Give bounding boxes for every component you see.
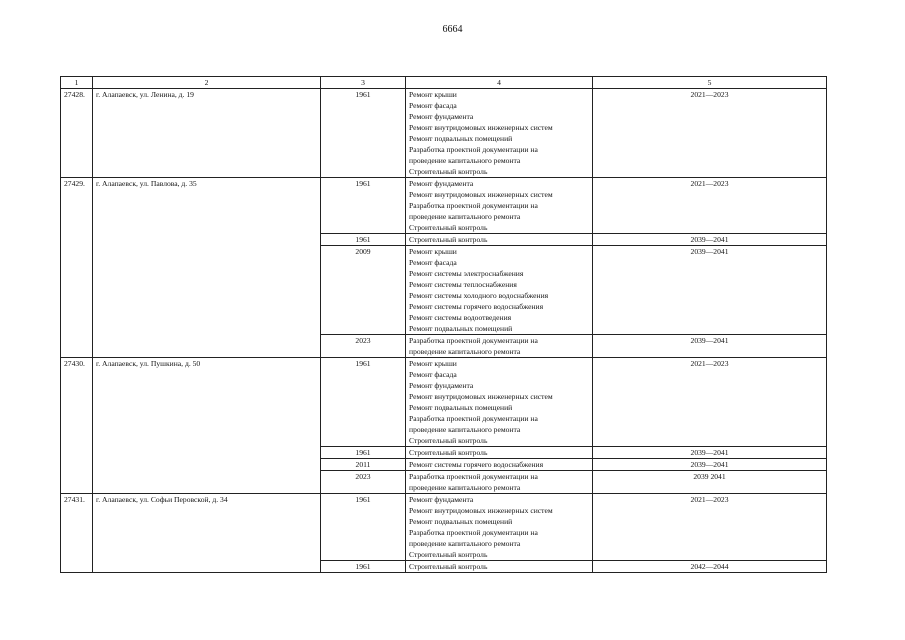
work-item: Ремонт фундамента [409, 179, 474, 188]
work-types [406, 494, 593, 561]
work-item: Ремонт фундамента [409, 495, 474, 504]
work-types [406, 561, 593, 573]
work-item: Строительный контроль [409, 235, 488, 244]
building-number: 27430. [61, 358, 93, 494]
work-item: Разработка проектной документации на [409, 528, 538, 537]
work-item: Строительный контроль [409, 223, 488, 232]
column-header: 5 [593, 77, 827, 89]
construction-year: 1961 [321, 358, 406, 447]
work-item: Ремонт системы холодного водоснабжения [409, 291, 549, 300]
work-types [406, 447, 593, 459]
work-item: Ремонт внутридомовых инженерных систем [409, 123, 553, 132]
repair-period: 2039—2041 [593, 459, 827, 471]
work-item: Ремонт системы горячего водоснабжения [409, 302, 544, 311]
work-item: Строительный контроль [409, 448, 488, 457]
construction-year: 2023 [321, 471, 406, 494]
repair-period: 2021—2023 [593, 89, 827, 178]
construction-year: 1961 [321, 234, 406, 246]
work-item: Ремонт подвальных помещений [409, 134, 513, 143]
work-item: проведение капитального ремонта [409, 425, 521, 434]
page-number: 6664 [442, 24, 463, 35]
work-item: Строительный контроль [409, 436, 488, 445]
work-item: проведение капитального ремонта [409, 212, 521, 221]
column-number-row [61, 77, 827, 89]
building-number: 27428. [61, 89, 93, 178]
work-item: Ремонт фасада [409, 101, 457, 110]
table-body [61, 77, 827, 573]
repair-period: 2039—2041 [593, 246, 827, 335]
work-item: Ремонт внутридомовых инженерных систем [409, 190, 553, 199]
work-item: Разработка проектной документации на [409, 145, 538, 154]
construction-year: 1961 [321, 494, 406, 561]
construction-year: 1961 [321, 561, 406, 573]
work-item: Разработка проектной документации на [409, 472, 538, 481]
repair-period: 2039—2041 [593, 447, 827, 459]
construction-year: 1961 [321, 447, 406, 459]
column-header: 1 [61, 77, 93, 89]
repair-period: 2021—2023 [593, 494, 827, 561]
repair-period: 2039 2041 [593, 471, 827, 494]
work-types [406, 89, 593, 178]
work-item: Ремонт подвальных помещений [409, 324, 513, 333]
work-item: Разработка проектной документации на [409, 201, 538, 210]
work-item: Ремонт подвальных помещений [409, 517, 513, 526]
work-item: Ремонт подвальных помещений [409, 403, 513, 412]
work-item: Ремонт системы теплоснабжения [409, 280, 517, 289]
work-types [406, 358, 593, 447]
construction-year: 2011 [321, 459, 406, 471]
work-item: проведение капитального ремонта [409, 483, 521, 492]
column-header: 2 [93, 77, 321, 89]
work-item: Ремонт фасада [409, 258, 457, 267]
table-row [61, 89, 827, 178]
construction-year: 2009 [321, 246, 406, 335]
work-types [406, 471, 593, 494]
work-item: Ремонт фундамента [409, 381, 474, 390]
work-types [406, 459, 593, 471]
work-types [406, 178, 593, 234]
work-item: Ремонт внутридомовых инженерных систем [409, 506, 553, 515]
work-item: Ремонт крыши [409, 90, 457, 99]
work-types [406, 335, 593, 358]
table-row [61, 178, 827, 234]
column-header: 3 [321, 77, 406, 89]
work-item: проведение капитального ремонта [409, 347, 521, 356]
work-item: Ремонт системы горячего водоснабжения [409, 460, 544, 469]
work-item: Ремонт крыши [409, 247, 457, 256]
repair-period: 2042—2044 [593, 561, 827, 573]
work-item: Ремонт системы электроснабжения [409, 269, 524, 278]
building-number: 27429. [61, 178, 93, 358]
work-item: Ремонт фасада [409, 370, 457, 379]
capital-repair-table [60, 76, 827, 573]
column-header: 4 [406, 77, 593, 89]
repair-period: 2021—2023 [593, 358, 827, 447]
work-item: Разработка проектной документации на [409, 336, 538, 345]
work-item: проведение капитального ремонта [409, 156, 521, 165]
building-address: г. Алапаевск, ул. Ленина, д. 19 [93, 89, 321, 178]
work-item: Ремонт внутридомовых инженерных систем [409, 392, 553, 401]
work-item: Ремонт фундамента [409, 112, 474, 121]
construction-year: 1961 [321, 89, 406, 178]
building-address: г. Алапаевск, ул. Пушкина, д. 50 [93, 358, 321, 494]
table-row [61, 494, 827, 561]
construction-year: 2023 [321, 335, 406, 358]
work-item: Ремонт системы водоотведения [409, 313, 512, 322]
building-number: 27431. [61, 494, 93, 573]
construction-year: 1961 [321, 178, 406, 234]
table-row [61, 358, 827, 447]
work-item: Ремонт крыши [409, 359, 457, 368]
work-item: Разработка проектной документации на [409, 414, 538, 423]
repair-period: 2039—2041 [593, 234, 827, 246]
building-address: г. Алапаевск, ул. Павлова, д. 35 [93, 178, 321, 358]
repair-period: 2039—2041 [593, 335, 827, 358]
work-item: проведение капитального ремонта [409, 539, 521, 548]
building-address: г. Алапаевск, ул. Софьи Перовской, д. 34 [93, 494, 321, 573]
work-types [406, 246, 593, 335]
work-item: Строительный контроль [409, 562, 488, 571]
work-item: Строительный контроль [409, 550, 488, 559]
work-types [406, 234, 593, 246]
work-item: Строительный контроль [409, 167, 488, 176]
repair-period: 2021—2023 [593, 178, 827, 234]
